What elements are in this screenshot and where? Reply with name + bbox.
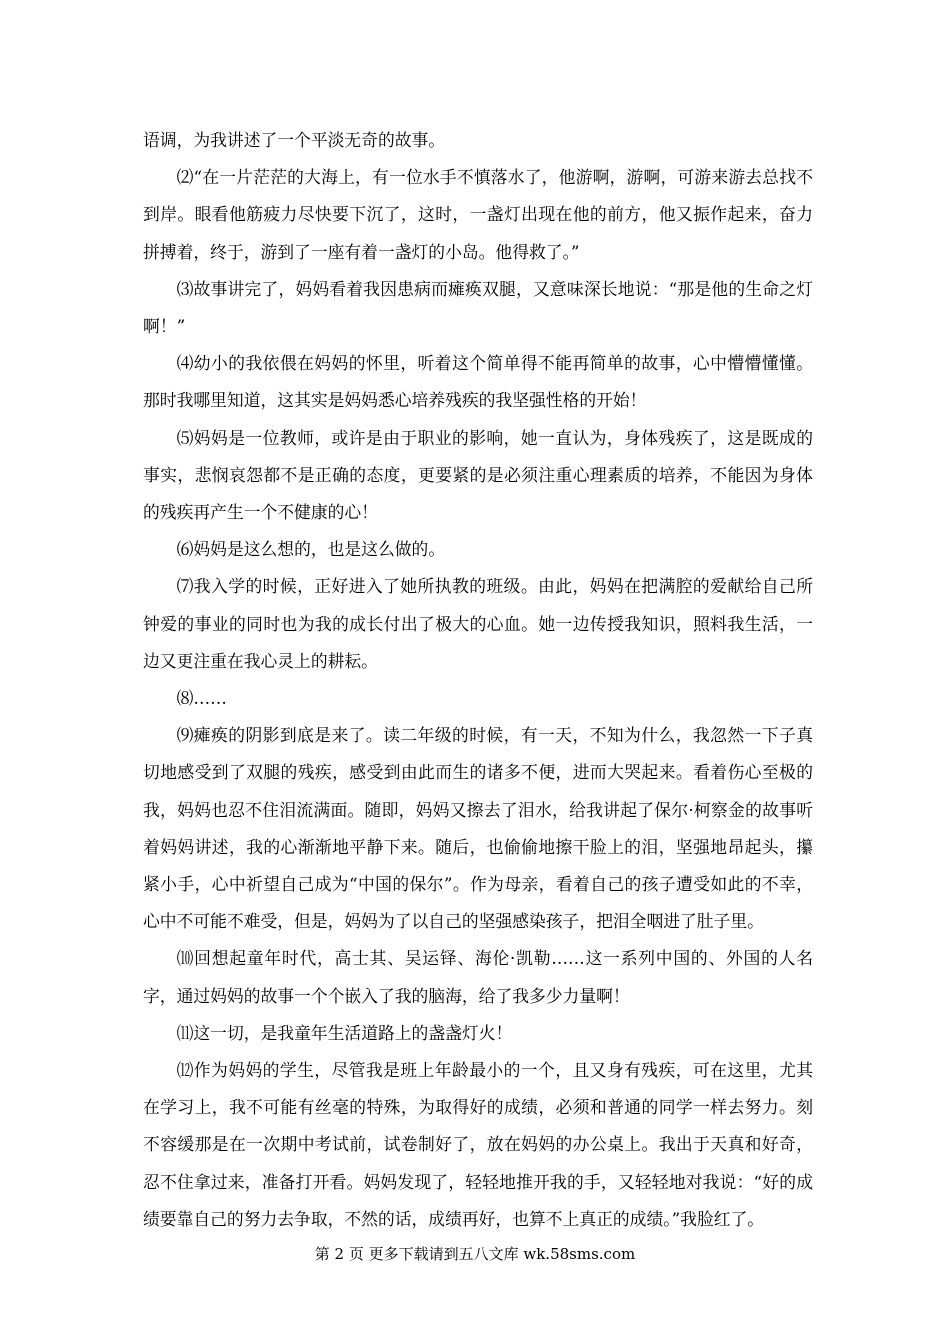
paragraph-12: ⑿作为妈妈的学生，尽管我是班上年龄最小的一个，且又身有残疾，可在这里，尤其在学习上，我不可能有丝毫的特殊，为取得好的成绩，必须和普通的同学一样去努力。刻不容缓那是在一次期中考试前，试卷制好了，放在妈妈的办公桌上。我出于天真和好奇，忍不住拿过来，准备打开看。妈妈发现了，轻轻地推开我的手，又轻轻地对我说：“好的成绩要靠自己的努力去争取，不然的话，成绩再好，也算不上真正的成绩。”我脸红了。 — [143, 1060, 813, 1229]
paragraph-8: ⑻…… — [176, 688, 227, 709]
paragraph-7: ⑺我入学的时候，正好进入了她所执教的班级。由此，妈妈在把满腔的爱献给自己所钟爱的事业的同时也为我的成长付出了极大的心血。她一边传授我知识，照料我生活，一边又更注重在我心灵上的耕耘。 — [143, 576, 813, 671]
document-body — [143, 122, 813, 1238]
paragraph-6: ⑹妈妈是这么想的，也是这么做的。 — [176, 539, 446, 560]
paragraph-3: ⑶故事讲完了，妈妈看着我因患病而瘫痪双腿，又意味深长地说：“那是他的生命之灯啊！” — [143, 278, 813, 337]
paragraph-2: ⑵“在一片茫茫的大海上，有一位水手不慎落水了，他游啊，游啊，可游来游去总找不到岸。眼看他筋疲力尽快要下沉了，这时，一盏灯出现在他的前方，他又振作起来，奋力拼搏着，终于，游到了一座有着一盏灯的小岛。他得救了。” — [143, 167, 813, 262]
page-footer: 第 2 页 更多下载请到五八文库 wk.58sms.com — [314, 1245, 636, 1263]
paragraph-9: ⑼瘫痪的阴影到底是来了。读二年级的时候，有一天，不知为什么，我忽然一下子真切地感受到了双腿的残疾，感受到由此而生的诸多不便，进而大哭起来。看着伤心至极的我，妈妈也忍不住泪流满面。随即，妈妈又擦去了泪水，给我讲起了保尔·柯察金的故事听着妈妈讲述，我的心渐渐地平静下来。随后，也偷偷地擦干脸上的泪，坚强地昂起头，攥紧小手，心中祈望自己成为“中国的保尔”。作为母亲，看着自己的孩子遭受如此的不幸，心中不可能不难受，但是，妈妈为了以自己的坚强感染孩子，把泪全咽进了肚子里。 — [143, 725, 813, 932]
paragraph-5: ⑸妈妈是一位教师，或许是由于职业的影响，她一直认为，身体残疾了，这是既成的事实，悲悯哀怨都不是正确的态度，更要紧的是必须注重心理素质的培养，不能因为身体的残疾再产生一个不健康的心！ — [143, 427, 813, 523]
paragraph-10: ⑽回想起童年时代，高士其、吴运铎、海伦·凯勒……这一系列中国的、外国的人名字，通过妈妈的故事一个个嵌入了我的脑海，给了我多少力量啊！ — [143, 948, 813, 1006]
paragraph-4: ⑷幼小的我依偎在妈妈的怀里，听着这个简单得不能再简单的故事，心中懵懵懂懂。那时我哪里知道，这其实是妈妈悉心培养残疾的我坚强性格的开始！ — [143, 353, 813, 411]
paragraph-11: ⑾这一切，是我童年生活道路上的盏盏灯火！ — [176, 1022, 513, 1043]
paragraph-1-continued: 语调，为我讲述了一个平淡无奇的故事。 — [143, 130, 446, 150]
